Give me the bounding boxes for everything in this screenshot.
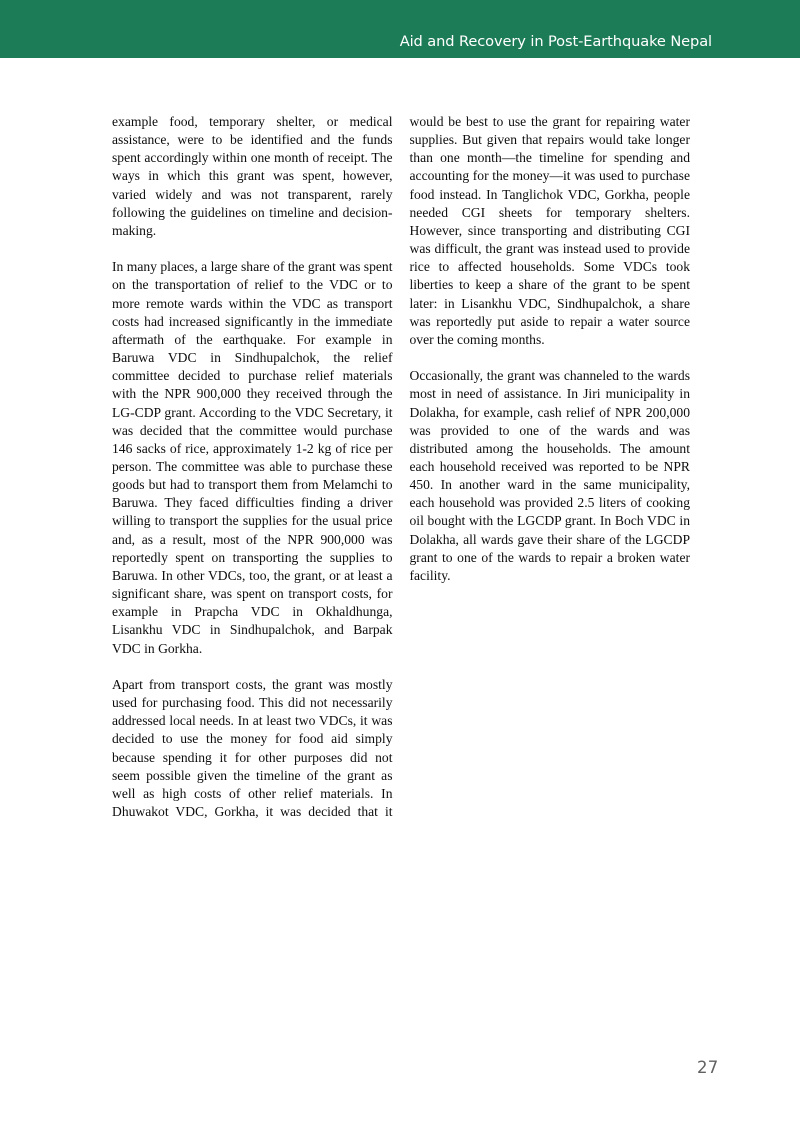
page-content-area bbox=[112, 113, 690, 993]
body-paragraph: example food, temporary shelter, or medical assistance, were to be identified and the funds spent accordingly within one month of receipt. The ways in which this grant was spent, however, varied widely and was not transparent, rarely following the guidelines on timeline and decision-making. bbox=[112, 114, 393, 238]
two-column-text-block bbox=[112, 113, 690, 831]
page-running-header bbox=[0, 0, 800, 58]
body-paragraph: Apart from transport costs, the grant was mostly used for purchasing food. This did not necessarily addressed local needs. In at least two VDCs, it was decided to use the money for food aid simply because spending it for other purposes did not seem possible given the timeline of the grant as well as high costs of other relief materials. In Dhuwakot VDC, Gorkha, it was decided that it would be best to use the grant for repairing water supplies. But given that repairs would take longer than one month—the timeline for spending and accounting for the money—it was used to purchase food instead. In Tanglichok VDC, Gorkha, people needed CGI sheets for temporary shelters. However, since transporting and distributing CGI was difficult, the grant was instead used to provide rice to affected households. Some VDCs took liberties to keep a share of the grant to be spent later: in Lisankhu VDC, Sindhupalchok, a share was reportedly put aside to repair a water source over the coming months. bbox=[112, 114, 690, 819]
running-header-title: Aid and Recovery in Post-Earthquake Nepal bbox=[399, 33, 712, 50]
body-paragraph: In many places, a large share of the grant was spent on the transportation of relief to the VDC or to more remote wards within the VDC as transport costs had increased significantly in the immediate aftermath of the earthquake. For example in Baruwa VDC in Sindhupalchok, the relief committee decided to purchase relief materials with the NPR 900,000 they received through the LG-CDP grant. According to the VDC Secretary, it was decided that the committee would purchase 146 sacks of rice, approximately 1-2 kg of rice per person. The committee was able to purchase these goods but had to transport them from Melamchi to Baruwa. They faced difficulties finding a driver willing to transport the supplies for the usual price and, as a result, most of the NPR 900,000 was reportedly spent on transporting the supplies to Baruwa. In other VDCs, too, the grant, or at least a significant share, was spent on transport costs, for example in Prapcha VDC in Okhaldhunga, Lisankhu VDC in Sindhupalchok, and Barpak VDC in Gorkha. bbox=[112, 259, 393, 656]
page-number: 27 bbox=[697, 1058, 719, 1077]
body-paragraph: Occasionally, the grant was channeled to the wards most in need of assistance. In Jiri municipality in Dolakha, for example, cash relief of NPR 200,000 was provided to one of the wards and was distributed among the households. The amount each household received was reported to be NPR 450. In another ward in the same municipality, each household was provided 2.5 liters of cooking oil bought with the LGCDP grant. In Boch VDC in Dolakha, all wards gave their share of the LGCDP grant to one of the wards to repair a broken water facility. bbox=[409, 368, 690, 583]
